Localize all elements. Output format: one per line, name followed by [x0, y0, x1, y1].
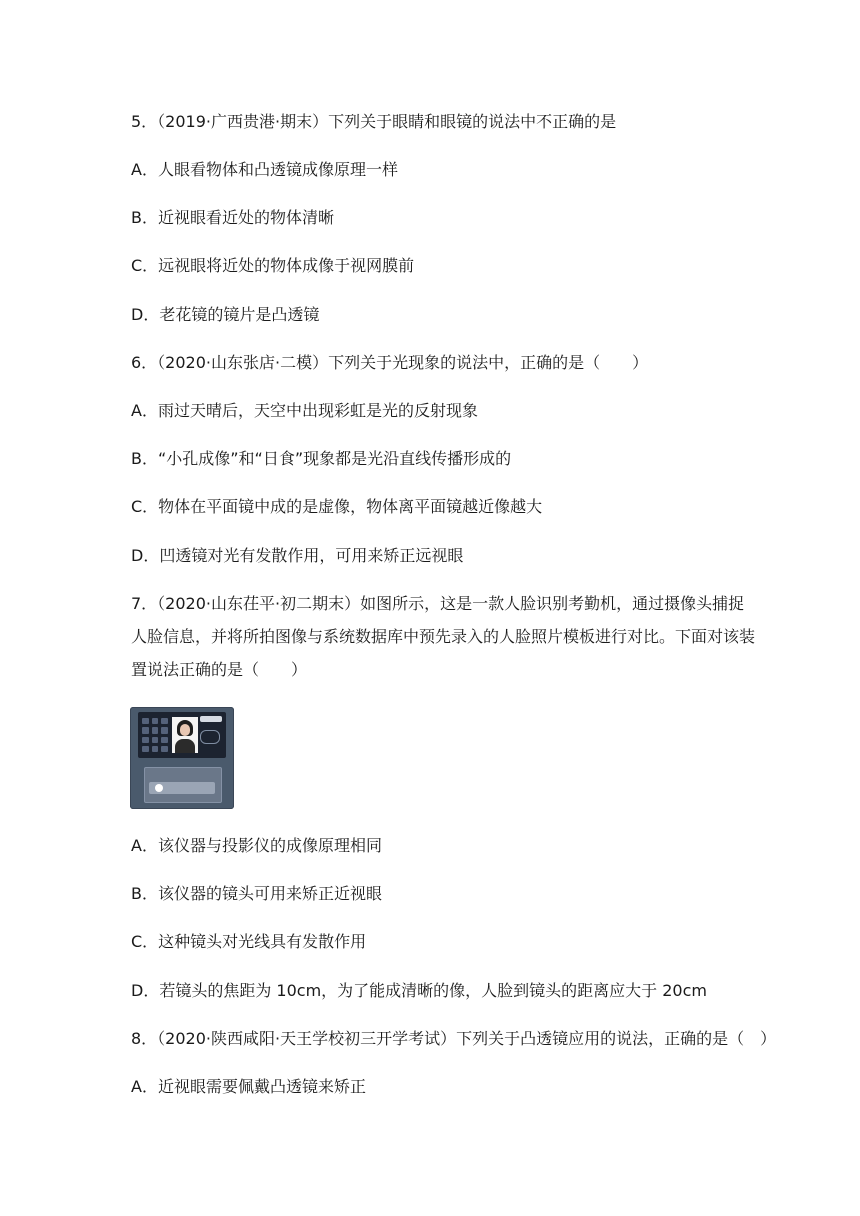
- option-c: C．远视眼将近处的物体成像于视网膜前: [131, 256, 415, 275]
- question-stem: 8．（2020·陕西咸阳·天王学校初三开学考试）下列关于凸透镜应用的说法，正确的是（ ）: [131, 1029, 777, 1048]
- option-a: A．该仪器与投影仪的成像原理相同: [131, 836, 382, 855]
- option-b: B．近视眼看近处的物体清晰: [131, 208, 334, 227]
- option-c: C．物体在平面镜中成的是虚像，物体离平面镜越近像越大: [131, 497, 543, 516]
- question-stem-line-3: 置说法正确的是（ ）: [131, 660, 308, 679]
- option-a: A．人眼看物体和凸透镜成像原理一样: [131, 160, 398, 179]
- option-d: D．凹透镜对光有发散作用，可用来矫正远视眼: [131, 546, 464, 565]
- option-a: A．近视眼需要佩戴凸透镜来矫正: [131, 1077, 366, 1096]
- brand-logo: [200, 716, 222, 722]
- option-a: A．雨过天晴后，天空中出现彩虹是光的反射现象: [131, 401, 478, 420]
- device-screen: [138, 712, 226, 758]
- camera-sensor-icon: [200, 730, 220, 744]
- option-d: D．老花镜的镜片是凸透镜: [131, 305, 320, 324]
- question-stem: 5．（2019·广西贵港·期末）下列关于眼睛和眼镜的说法中不正确的是: [131, 112, 617, 131]
- question-stem: 6．（2020·山东张店·二模）下列关于光现象的说法中，正确的是（ ）: [131, 353, 649, 372]
- option-c: C．这种镜头对光线具有发散作用: [131, 932, 367, 951]
- option-b: B．“小孔成像”和“日食”现象都是光沿直线传播形成的: [131, 449, 512, 468]
- question-stem-line-1: 7．（2020·山东茌平·初二期末）如图所示，这是一款人脸识别考勤机，通过摄像头捕捉: [131, 594, 745, 613]
- face-recognition-attendance-machine-image: [130, 707, 234, 809]
- question-stem-line-2: 人脸信息，并将所拍图像与系统数据库中预先录入的人脸照片模板进行对比。下面对该装: [131, 627, 756, 646]
- option-d: D．若镜头的焦距为 10cm，为了能成清晰的像，人脸到镜头的距离应大于 20cm: [131, 981, 707, 1000]
- keypad-icon: [142, 718, 168, 752]
- option-b: B．该仪器的镜头可用来矫正近视眼: [131, 884, 382, 903]
- card-reader: [144, 767, 222, 803]
- face-photo: [172, 717, 198, 753]
